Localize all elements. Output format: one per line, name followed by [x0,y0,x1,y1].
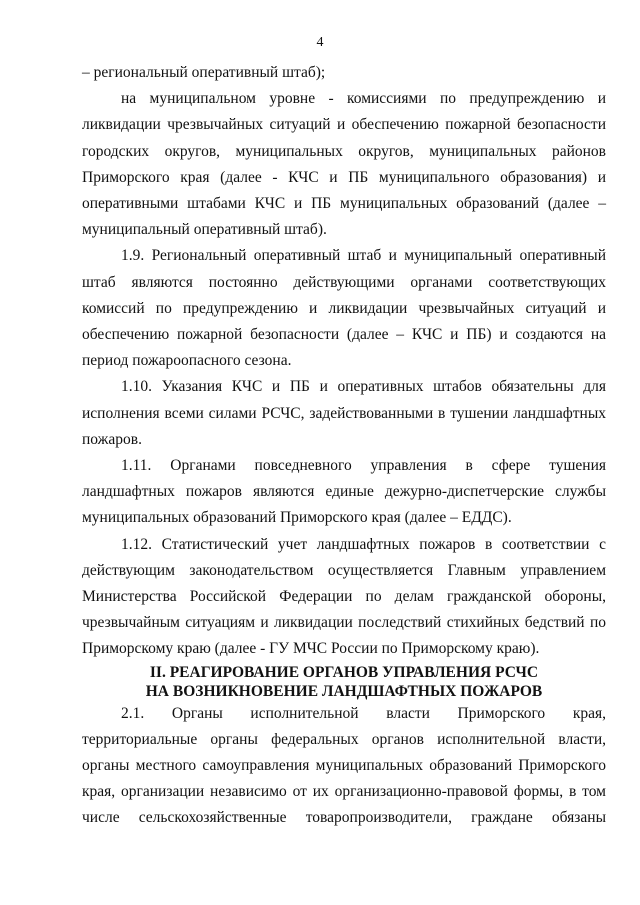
paragraph-regional-staff: – региональный оперативный штаб); [82,64,326,81]
paragraph-municipal-level: на муниципальном уровне - комиссиями по предупреждению и ликвидации чрезвычайных ситуаций и обеспечению пожарной безопасности городских округов, муниципальных округов, муниципальных районов Приморского края (далее - КЧС и ПБ муниципального образования) и оперативными штабами КЧС и ПБ муниципальных образований (далее – муниципальный оперативный штаб). [82,90,606,239]
paragraph-1-11: 1.11. Органами повседневного управления в сфере тушения ландшафтных пожаров являются единые дежурно-диспетчерские службы муниципальных образований Приморского края (далее – ЕДДС). [82,457,606,527]
document-body [82,60,606,832]
paragraph-2-1: 2.1. Органы исполнительной власти Приморского края, территориальные органы федеральных органов исполнительной власти, органы местного самоуправления муниципальных образований Приморского края, организации независимо от их организационно-правовой формы, в том числе сельскохозяйственные товаропроизводители, граждане обязаны [82,704,606,827]
section-heading-line-1: II. РЕАГИРОВАНИЕ ОРГАНОВ УПРАВЛЕНИЯ РСЧС [149,663,539,681]
section-heading [82,663,606,701]
page-number: 4 [316,35,324,50]
paragraph-1-9: 1.9. Региональный оперативный штаб и муниципальный оперативный штаб являются постоянно действующими органами соответствующих комиссий по предупреждению и ликвидации чрезвычайных ситуаций и обеспечению пожарной безопасности (далее – КЧС и ПБ) и создаются на период пожароопасного сезона. [82,247,606,370]
paragraph-1-12: 1.12. Статистический учет ландшафтных пожаров в соответствии с действующим законодательством осуществляется Главным управлением Министерства Российской Федерации по делам гражданской обороны, чрезвычайным ситуациям и ликвидации последствий стихийных бедствий по Приморскому краю (далее - ГУ МЧС России по Приморскому краю). [82,535,606,658]
section-heading-line-2: НА ВОЗНИКНОВЕНИЕ ЛАНДШАФТНЫХ ПОЖАРОВ [145,682,543,700]
paragraph-1-10: 1.10. Указания КЧС и ПБ и оперативных штабов обязательны для исполнения всеми силами РСЧС, задействованными в тушении ландшафтных пожаров. [82,378,606,448]
